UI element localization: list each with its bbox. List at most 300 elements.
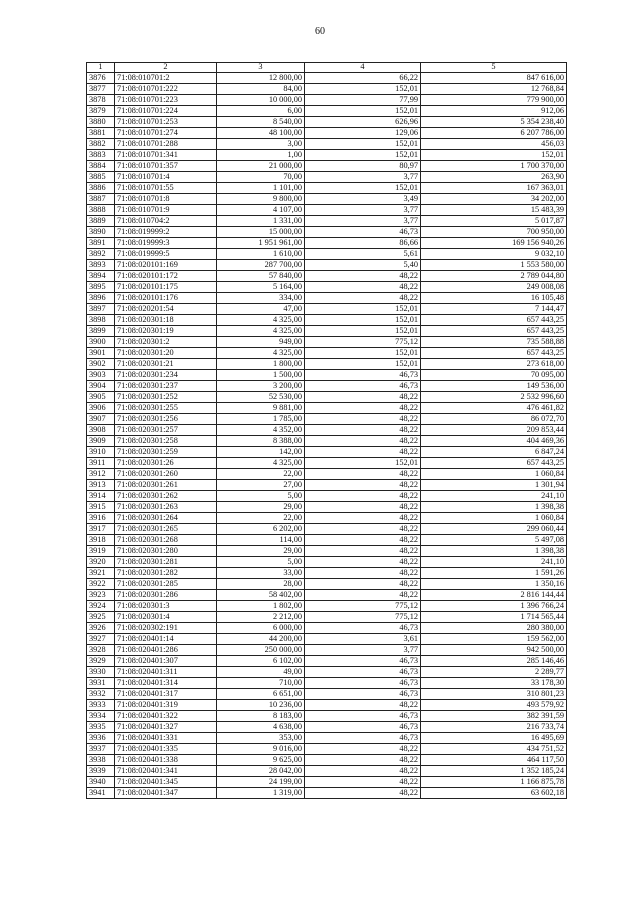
cadastral-number-cell: 71:08:019999:2 bbox=[115, 227, 217, 238]
cadastral-value-cell: 912,06 bbox=[421, 106, 567, 117]
cadastral-value-cell: 2 789 044,80 bbox=[421, 271, 567, 282]
table-row bbox=[87, 623, 567, 634]
rate-cell: 48,22 bbox=[305, 557, 421, 568]
rate-cell: 152,01 bbox=[305, 326, 421, 337]
row-number-cell: 3915 bbox=[87, 502, 115, 513]
area-cell: 250 000,00 bbox=[217, 645, 305, 656]
rate-cell: 3,77 bbox=[305, 172, 421, 183]
area-cell: 8 183,00 bbox=[217, 711, 305, 722]
cadastral-number-cell: 71:08:020301:286 bbox=[115, 590, 217, 601]
rate-cell: 5,40 bbox=[305, 260, 421, 271]
row-number-cell: 3917 bbox=[87, 524, 115, 535]
rate-cell: 77,99 bbox=[305, 95, 421, 106]
area-cell: 24 199,00 bbox=[217, 777, 305, 788]
area-cell: 22,00 bbox=[217, 469, 305, 480]
row-number-cell: 3900 bbox=[87, 337, 115, 348]
area-cell: 44 200,00 bbox=[217, 634, 305, 645]
cadastral-value-cell: 6 847,24 bbox=[421, 447, 567, 458]
area-cell: 1 802,00 bbox=[217, 601, 305, 612]
cadastral-value-cell: 456,03 bbox=[421, 139, 567, 150]
rate-cell: 46,73 bbox=[305, 227, 421, 238]
row-number-cell: 3909 bbox=[87, 436, 115, 447]
table-row bbox=[87, 656, 567, 667]
table-row bbox=[87, 590, 567, 601]
area-cell: 49,00 bbox=[217, 667, 305, 678]
table-row bbox=[87, 381, 567, 392]
cadastral-number-cell: 71:08:020301:255 bbox=[115, 403, 217, 414]
rate-cell: 48,22 bbox=[305, 436, 421, 447]
cadastral-number-cell: 71:08:020401:345 bbox=[115, 777, 217, 788]
area-cell: 9 881,00 bbox=[217, 403, 305, 414]
cadastral-number-cell: 71:08:010701:224 bbox=[115, 106, 217, 117]
rate-cell: 48,22 bbox=[305, 414, 421, 425]
area-cell: 353,00 bbox=[217, 733, 305, 744]
cadastral-number-cell: 71:08:010701:8 bbox=[115, 194, 217, 205]
cadastral-value-cell: 779 900,00 bbox=[421, 95, 567, 106]
cadastral-value-cell: 1 301,94 bbox=[421, 480, 567, 491]
row-number-cell: 3876 bbox=[87, 73, 115, 84]
table-row bbox=[87, 216, 567, 227]
cadastral-value-cell: 285 146,46 bbox=[421, 656, 567, 667]
area-cell: 1 319,00 bbox=[217, 788, 305, 799]
area-cell: 1 331,00 bbox=[217, 216, 305, 227]
row-number-cell: 3941 bbox=[87, 788, 115, 799]
area-cell: 4 325,00 bbox=[217, 315, 305, 326]
cadastral-value-cell: 942 500,00 bbox=[421, 645, 567, 656]
row-number-cell: 3928 bbox=[87, 645, 115, 656]
row-number-cell: 3920 bbox=[87, 557, 115, 568]
cadastral-number-cell: 71:08:020301:3 bbox=[115, 601, 217, 612]
row-number-cell: 3883 bbox=[87, 150, 115, 161]
cadastral-number-cell: 71:08:020401:319 bbox=[115, 700, 217, 711]
row-number-cell: 3932 bbox=[87, 689, 115, 700]
row-number-cell: 3913 bbox=[87, 480, 115, 491]
cadastral-number-cell: 71:08:020401:317 bbox=[115, 689, 217, 700]
table-row bbox=[87, 436, 567, 447]
table-row bbox=[87, 249, 567, 260]
cadastral-value-cell: 216 733,74 bbox=[421, 722, 567, 733]
cadastral-value-cell: 382 391,59 bbox=[421, 711, 567, 722]
cadastral-value-cell: 476 461,82 bbox=[421, 403, 567, 414]
page-number: 60 bbox=[315, 26, 325, 37]
cadastral-value-cell: 1 591,26 bbox=[421, 568, 567, 579]
rate-cell: 48,22 bbox=[305, 755, 421, 766]
table-row bbox=[87, 700, 567, 711]
cadastral-number-cell: 71:08:020301:259 bbox=[115, 447, 217, 458]
row-number-cell: 3880 bbox=[87, 117, 115, 128]
area-cell: 27,00 bbox=[217, 480, 305, 491]
table-row bbox=[87, 513, 567, 524]
table-row bbox=[87, 414, 567, 425]
table-row bbox=[87, 205, 567, 216]
table-row bbox=[87, 271, 567, 282]
row-number-cell: 3881 bbox=[87, 128, 115, 139]
row-number-cell: 3889 bbox=[87, 216, 115, 227]
row-number-cell: 3901 bbox=[87, 348, 115, 359]
area-cell: 114,00 bbox=[217, 535, 305, 546]
cadastral-number-cell: 71:08:020301:265 bbox=[115, 524, 217, 535]
row-number-cell: 3933 bbox=[87, 700, 115, 711]
rate-cell: 46,73 bbox=[305, 656, 421, 667]
rate-cell: 46,73 bbox=[305, 667, 421, 678]
table-row bbox=[87, 117, 567, 128]
row-number-cell: 3906 bbox=[87, 403, 115, 414]
cadastral-value-cell: 15 483,39 bbox=[421, 205, 567, 216]
area-cell: 4 325,00 bbox=[217, 458, 305, 469]
area-cell: 1 951 961,00 bbox=[217, 238, 305, 249]
cadastral-number-cell: 71:08:010701:9 bbox=[115, 205, 217, 216]
cadastral-value-cell: 310 801,23 bbox=[421, 689, 567, 700]
cadastral-value-cell: 1 166 875,78 bbox=[421, 777, 567, 788]
table-row bbox=[87, 535, 567, 546]
cadastral-value-cell: 404 469,36 bbox=[421, 436, 567, 447]
table-row bbox=[87, 491, 567, 502]
cadastral-value-cell: 280 380,00 bbox=[421, 623, 567, 634]
table-row bbox=[87, 238, 567, 249]
cadastral-number-cell: 71:08:020401:311 bbox=[115, 667, 217, 678]
cadastral-number-cell: 71:08:020101:169 bbox=[115, 260, 217, 271]
cadastral-number-cell: 71:08:020301:258 bbox=[115, 436, 217, 447]
area-cell: 12 800,00 bbox=[217, 73, 305, 84]
cadastral-value-cell: 167 363,01 bbox=[421, 183, 567, 194]
cadastral-value-cell: 700 950,00 bbox=[421, 227, 567, 238]
area-cell: 2 212,00 bbox=[217, 612, 305, 623]
cadastral-value-cell: 2 816 144,44 bbox=[421, 590, 567, 601]
area-cell: 29,00 bbox=[217, 546, 305, 557]
rate-cell: 152,01 bbox=[305, 304, 421, 315]
table-row bbox=[87, 689, 567, 700]
cadastral-value-cell: 5 497,08 bbox=[421, 535, 567, 546]
table-row bbox=[87, 403, 567, 414]
table-row bbox=[87, 568, 567, 579]
row-number-cell: 3914 bbox=[87, 491, 115, 502]
cadastral-number-cell: 71:08:020401:314 bbox=[115, 678, 217, 689]
row-number-cell: 3907 bbox=[87, 414, 115, 425]
cadastral-number-cell: 71:08:010701:4 bbox=[115, 172, 217, 183]
cadastral-number-cell: 71:08:020401:322 bbox=[115, 711, 217, 722]
area-cell: 4 325,00 bbox=[217, 348, 305, 359]
cadastral-value-cell: 12 768,84 bbox=[421, 84, 567, 95]
cadastral-number-cell: 71:08:020301:237 bbox=[115, 381, 217, 392]
cadastral-value-cell: 299 060,44 bbox=[421, 524, 567, 535]
table-row bbox=[87, 722, 567, 733]
rate-cell: 46,73 bbox=[305, 623, 421, 634]
table-row bbox=[87, 788, 567, 799]
cadastral-number-cell: 71:08:020301:4 bbox=[115, 612, 217, 623]
cadastral-value-cell: 1 352 185,24 bbox=[421, 766, 567, 777]
rate-cell: 48,22 bbox=[305, 403, 421, 414]
table-row bbox=[87, 480, 567, 491]
area-cell: 6 000,00 bbox=[217, 623, 305, 634]
cadastral-value-cell: 657 443,25 bbox=[421, 315, 567, 326]
cadastral-value-cell: 1 060,84 bbox=[421, 513, 567, 524]
cadastral-number-cell: 71:08:020301:20 bbox=[115, 348, 217, 359]
cadastral-value-cell: 159 562,00 bbox=[421, 634, 567, 645]
cadastral-value-cell: 657 443,25 bbox=[421, 348, 567, 359]
rate-cell: 152,01 bbox=[305, 315, 421, 326]
table-row bbox=[87, 128, 567, 139]
cadastral-number-cell: 71:08:020401:286 bbox=[115, 645, 217, 656]
table-row bbox=[87, 502, 567, 513]
cadastral-number-cell: 71:08:020101:172 bbox=[115, 271, 217, 282]
row-number-cell: 3895 bbox=[87, 282, 115, 293]
area-cell: 334,00 bbox=[217, 293, 305, 304]
cadastral-number-cell: 71:08:010701:357 bbox=[115, 161, 217, 172]
area-cell: 22,00 bbox=[217, 513, 305, 524]
table-header-row bbox=[87, 63, 567, 73]
cadastral-value-cell: 249 008,08 bbox=[421, 282, 567, 293]
area-cell: 57 840,00 bbox=[217, 271, 305, 282]
area-cell: 710,00 bbox=[217, 678, 305, 689]
table-row bbox=[87, 524, 567, 535]
cadastral-value-cell: 152,01 bbox=[421, 150, 567, 161]
cadastral-number-cell: 71:08:020301:2 bbox=[115, 337, 217, 348]
rate-cell: 48,22 bbox=[305, 788, 421, 799]
cadastral-value-cell: 6 207 786,00 bbox=[421, 128, 567, 139]
cadastral-number-cell: 71:08:010701:55 bbox=[115, 183, 217, 194]
rate-cell: 3,77 bbox=[305, 205, 421, 216]
table-row bbox=[87, 733, 567, 744]
rate-cell: 48,22 bbox=[305, 491, 421, 502]
column-header: 2 bbox=[115, 63, 217, 73]
cadastral-number-cell: 71:08:020301:252 bbox=[115, 392, 217, 403]
cadastral-value-cell: 464 117,50 bbox=[421, 755, 567, 766]
row-number-cell: 3888 bbox=[87, 205, 115, 216]
cadastral-number-cell: 71:08:020301:256 bbox=[115, 414, 217, 425]
table-row bbox=[87, 645, 567, 656]
area-cell: 15 000,00 bbox=[217, 227, 305, 238]
cadastral-value-cell: 1 714 565,44 bbox=[421, 612, 567, 623]
row-number-cell: 3891 bbox=[87, 238, 115, 249]
cadastral-number-cell: 71:08:010701:223 bbox=[115, 95, 217, 106]
cadastral-number-cell: 71:08:020401:341 bbox=[115, 766, 217, 777]
table-row bbox=[87, 150, 567, 161]
cadastral-number-cell: 71:08:020301:261 bbox=[115, 480, 217, 491]
rate-cell: 48,22 bbox=[305, 392, 421, 403]
area-cell: 10 000,00 bbox=[217, 95, 305, 106]
rate-cell: 152,01 bbox=[305, 139, 421, 150]
cadastral-number-cell: 71:08:020301:263 bbox=[115, 502, 217, 513]
row-number-cell: 3935 bbox=[87, 722, 115, 733]
row-number-cell: 3921 bbox=[87, 568, 115, 579]
table-row bbox=[87, 447, 567, 458]
table-row bbox=[87, 634, 567, 645]
rate-cell: 48,22 bbox=[305, 425, 421, 436]
cadastral-number-cell: 71:08:020201:54 bbox=[115, 304, 217, 315]
rate-cell: 152,01 bbox=[305, 359, 421, 370]
cadastral-value-cell: 34 202,00 bbox=[421, 194, 567, 205]
rate-cell: 3,77 bbox=[305, 645, 421, 656]
cadastral-value-cell: 149 536,00 bbox=[421, 381, 567, 392]
rate-cell: 48,22 bbox=[305, 293, 421, 304]
area-cell: 6 202,00 bbox=[217, 524, 305, 535]
cadastral-number-cell: 71:08:020101:176 bbox=[115, 293, 217, 304]
cadastral-number-cell: 71:08:020401:14 bbox=[115, 634, 217, 645]
cadastral-number-cell: 71:08:010701:274 bbox=[115, 128, 217, 139]
area-cell: 4 107,00 bbox=[217, 205, 305, 216]
row-number-cell: 3938 bbox=[87, 755, 115, 766]
rate-cell: 48,22 bbox=[305, 777, 421, 788]
cadastral-value-cell: 5 017,87 bbox=[421, 216, 567, 227]
cadastral-value-cell: 16 105,48 bbox=[421, 293, 567, 304]
row-number-cell: 3939 bbox=[87, 766, 115, 777]
table-row bbox=[87, 579, 567, 590]
rate-cell: 3,77 bbox=[305, 216, 421, 227]
row-number-cell: 3916 bbox=[87, 513, 115, 524]
row-number-cell: 3879 bbox=[87, 106, 115, 117]
table-row bbox=[87, 425, 567, 436]
table-row bbox=[87, 359, 567, 370]
cadastral-value-cell: 1 398,38 bbox=[421, 502, 567, 513]
table-row bbox=[87, 304, 567, 315]
cadastral-value-cell: 86 072,70 bbox=[421, 414, 567, 425]
rate-cell: 48,22 bbox=[305, 568, 421, 579]
area-cell: 5 164,00 bbox=[217, 282, 305, 293]
area-cell: 58 402,00 bbox=[217, 590, 305, 601]
cadastral-value-cell: 493 579,92 bbox=[421, 700, 567, 711]
cadastral-value-cell: 16 495,69 bbox=[421, 733, 567, 744]
table-row bbox=[87, 95, 567, 106]
cadastral-value-cell: 1 700 370,00 bbox=[421, 161, 567, 172]
rate-cell: 48,22 bbox=[305, 271, 421, 282]
table-row bbox=[87, 458, 567, 469]
rate-cell: 152,01 bbox=[305, 183, 421, 194]
cadastral-value-cell: 1 396 766,24 bbox=[421, 601, 567, 612]
rate-cell: 48,22 bbox=[305, 524, 421, 535]
area-cell: 28 042,00 bbox=[217, 766, 305, 777]
rate-cell: 46,73 bbox=[305, 689, 421, 700]
row-number-cell: 3887 bbox=[87, 194, 115, 205]
rate-cell: 48,22 bbox=[305, 700, 421, 711]
area-cell: 1 101,00 bbox=[217, 183, 305, 194]
area-cell: 6 102,00 bbox=[217, 656, 305, 667]
cadastral-value-cell: 1 553 580,00 bbox=[421, 260, 567, 271]
rate-cell: 48,22 bbox=[305, 744, 421, 755]
area-cell: 70,00 bbox=[217, 172, 305, 183]
rate-cell: 46,73 bbox=[305, 370, 421, 381]
cadastral-number-cell: 71:08:020401:347 bbox=[115, 788, 217, 799]
rate-cell: 775,12 bbox=[305, 601, 421, 612]
row-number-cell: 3899 bbox=[87, 326, 115, 337]
cadastral-number-cell: 71:08:020301:19 bbox=[115, 326, 217, 337]
cadastral-value-cell: 33 178,30 bbox=[421, 678, 567, 689]
column-header: 4 bbox=[305, 63, 421, 73]
rate-cell: 80,97 bbox=[305, 161, 421, 172]
area-cell: 28,00 bbox=[217, 579, 305, 590]
cadastral-value-cell: 241,10 bbox=[421, 557, 567, 568]
row-number-cell: 3890 bbox=[87, 227, 115, 238]
area-cell: 9 800,00 bbox=[217, 194, 305, 205]
rate-cell: 48,22 bbox=[305, 502, 421, 513]
area-cell: 9 625,00 bbox=[217, 755, 305, 766]
area-cell: 5,00 bbox=[217, 557, 305, 568]
rate-cell: 46,73 bbox=[305, 381, 421, 392]
rate-cell: 152,01 bbox=[305, 348, 421, 359]
area-cell: 4 352,00 bbox=[217, 425, 305, 436]
area-cell: 6 651,00 bbox=[217, 689, 305, 700]
row-number-cell: 3934 bbox=[87, 711, 115, 722]
rate-cell: 152,01 bbox=[305, 150, 421, 161]
area-cell: 1 785,00 bbox=[217, 414, 305, 425]
table-row bbox=[87, 106, 567, 117]
table-row bbox=[87, 546, 567, 557]
area-cell: 29,00 bbox=[217, 502, 305, 513]
cadastral-number-cell: 71:08:020301:18 bbox=[115, 315, 217, 326]
row-number-cell: 3902 bbox=[87, 359, 115, 370]
table-row bbox=[87, 348, 567, 359]
area-cell: 8 540,00 bbox=[217, 117, 305, 128]
table-row bbox=[87, 557, 567, 568]
row-number-cell: 3878 bbox=[87, 95, 115, 106]
table-row bbox=[87, 777, 567, 788]
column-header: 3 bbox=[217, 63, 305, 73]
table-row bbox=[87, 678, 567, 689]
row-number-cell: 3926 bbox=[87, 623, 115, 634]
cadastral-value-cell: 241,10 bbox=[421, 491, 567, 502]
table-row bbox=[87, 370, 567, 381]
cadastral-number-cell: 71:08:020401:327 bbox=[115, 722, 217, 733]
table-row bbox=[87, 194, 567, 205]
rate-cell: 48,22 bbox=[305, 480, 421, 491]
table-body bbox=[87, 73, 567, 799]
rate-cell: 48,22 bbox=[305, 447, 421, 458]
row-number-cell: 3912 bbox=[87, 469, 115, 480]
cadastral-value-cell: 1 060,84 bbox=[421, 469, 567, 480]
row-number-cell: 3910 bbox=[87, 447, 115, 458]
cadastral-number-cell: 71:08:020301:280 bbox=[115, 546, 217, 557]
cadastral-number-cell: 71:08:020301:262 bbox=[115, 491, 217, 502]
cadastral-value-cell: 70 095,00 bbox=[421, 370, 567, 381]
cadastral-number-cell: 71:08:020401:335 bbox=[115, 744, 217, 755]
table-row bbox=[87, 755, 567, 766]
row-number-cell: 3894 bbox=[87, 271, 115, 282]
rate-cell: 48,22 bbox=[305, 579, 421, 590]
table-row bbox=[87, 667, 567, 678]
row-number-cell: 3937 bbox=[87, 744, 115, 755]
table-row bbox=[87, 260, 567, 271]
row-number-cell: 3927 bbox=[87, 634, 115, 645]
cadastral-value-cell: 263,90 bbox=[421, 172, 567, 183]
table-row bbox=[87, 84, 567, 95]
cadastral-number-cell: 71:08:020401:338 bbox=[115, 755, 217, 766]
table-row bbox=[87, 326, 567, 337]
cadastral-value-cell: 7 144,47 bbox=[421, 304, 567, 315]
cadastral-number-cell: 71:08:019999:3 bbox=[115, 238, 217, 249]
rate-cell: 86,66 bbox=[305, 238, 421, 249]
area-cell: 4 638,00 bbox=[217, 722, 305, 733]
table-row bbox=[87, 315, 567, 326]
cadastral-value-cell: 1 350,16 bbox=[421, 579, 567, 590]
cadastral-value-cell: 273 618,00 bbox=[421, 359, 567, 370]
table-row bbox=[87, 227, 567, 238]
table-row bbox=[87, 73, 567, 84]
cadastral-value-cell: 209 853,44 bbox=[421, 425, 567, 436]
area-cell: 4 325,00 bbox=[217, 326, 305, 337]
row-number-cell: 3931 bbox=[87, 678, 115, 689]
row-number-cell: 3923 bbox=[87, 590, 115, 601]
row-number-cell: 3936 bbox=[87, 733, 115, 744]
cadastral-value-cell: 169 156 940,26 bbox=[421, 238, 567, 249]
cadastral-value-cell: 434 751,52 bbox=[421, 744, 567, 755]
table-row bbox=[87, 469, 567, 480]
row-number-cell: 3886 bbox=[87, 183, 115, 194]
cadastral-number-cell: 71:08:020301:234 bbox=[115, 370, 217, 381]
column-header: 5 bbox=[421, 63, 567, 73]
area-cell: 84,00 bbox=[217, 84, 305, 95]
row-number-cell: 3893 bbox=[87, 260, 115, 271]
area-cell: 47,00 bbox=[217, 304, 305, 315]
cadastral-number-cell: 71:08:020301:264 bbox=[115, 513, 217, 524]
